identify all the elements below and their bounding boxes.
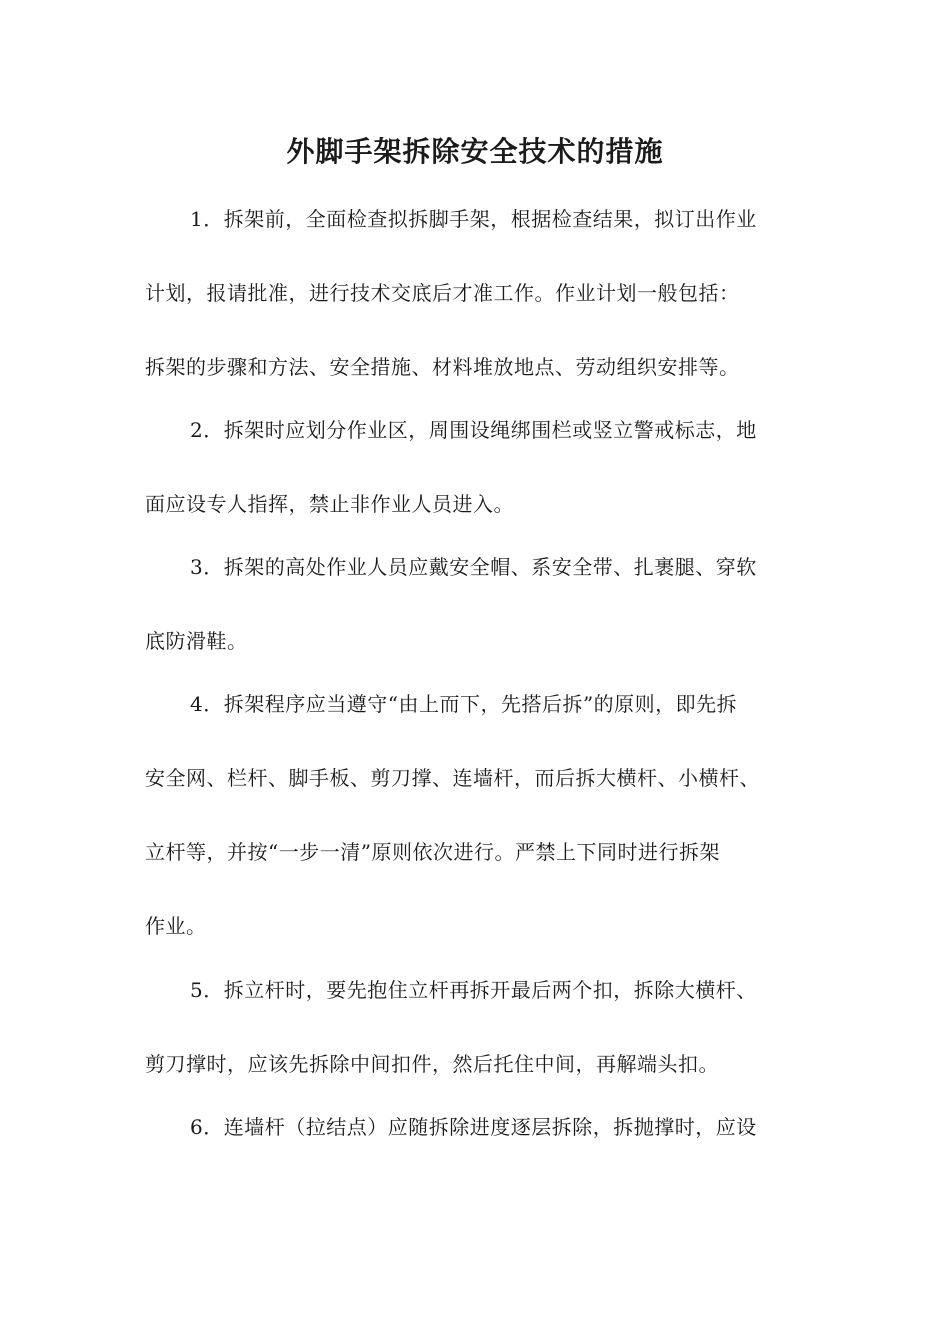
paragraph-1-line-1: 1．拆架前，全面检查拟拆脚手架，根据检查结果，拟订出作业 [190, 207, 757, 231]
paragraph-4-line-1: 4．拆架程序应当遵守“由上而下，先搭后拆”的原则，即先拆 [190, 692, 738, 716]
paragraph-3-line-2: 底防滑鞋。 [145, 629, 248, 653]
paragraph-4-line-3: 立杆等，并按“一步一清”原则依次进行。严禁上下同时进行拆架 [145, 840, 720, 864]
paragraph-1-line-2: 计划，报请批准，进行技术交底后才准工作。作业计划一般包括： [145, 281, 740, 305]
paragraph-5-line-2: 剪刀撑时，应该先拆除中间扣件，然后托住中间，再解端头扣。 [145, 1052, 719, 1076]
paragraph-1-line-3: 拆架的步骤和方法、安全措施、材料堆放地点、劳动组织安排等。 [145, 355, 740, 379]
paragraph-2-line-1: 2．拆架时应划分作业区，周围设绳绑围栏或竖立警戒标志，地 [190, 418, 757, 442]
document-title: 外脚手架拆除安全技术的措施 [286, 135, 664, 168]
paragraph-6-line-1: 6．连墙杆（拉结点）应随拆除进度逐层拆除，拆抛撑时，应设 [190, 1115, 757, 1139]
paragraph-4-line-2: 安全网、栏杆、脚手板、剪刀撑、连墙杆，而后拆大横杆、小横杆、 [145, 766, 760, 790]
paragraph-5-line-1: 5．拆立杆时，要先抱住立杆再拆开最后两个扣，拆除大横杆、 [190, 978, 757, 1002]
paragraph-3-line-1: 3．拆架的高处作业人员应戴安全帽、系安全带、扎裹腿、穿软 [190, 555, 757, 579]
paragraph-2-line-2: 面应设专人指挥，禁止非作业人员进入。 [145, 492, 514, 516]
paragraph-4-line-4: 作业。 [145, 914, 207, 938]
